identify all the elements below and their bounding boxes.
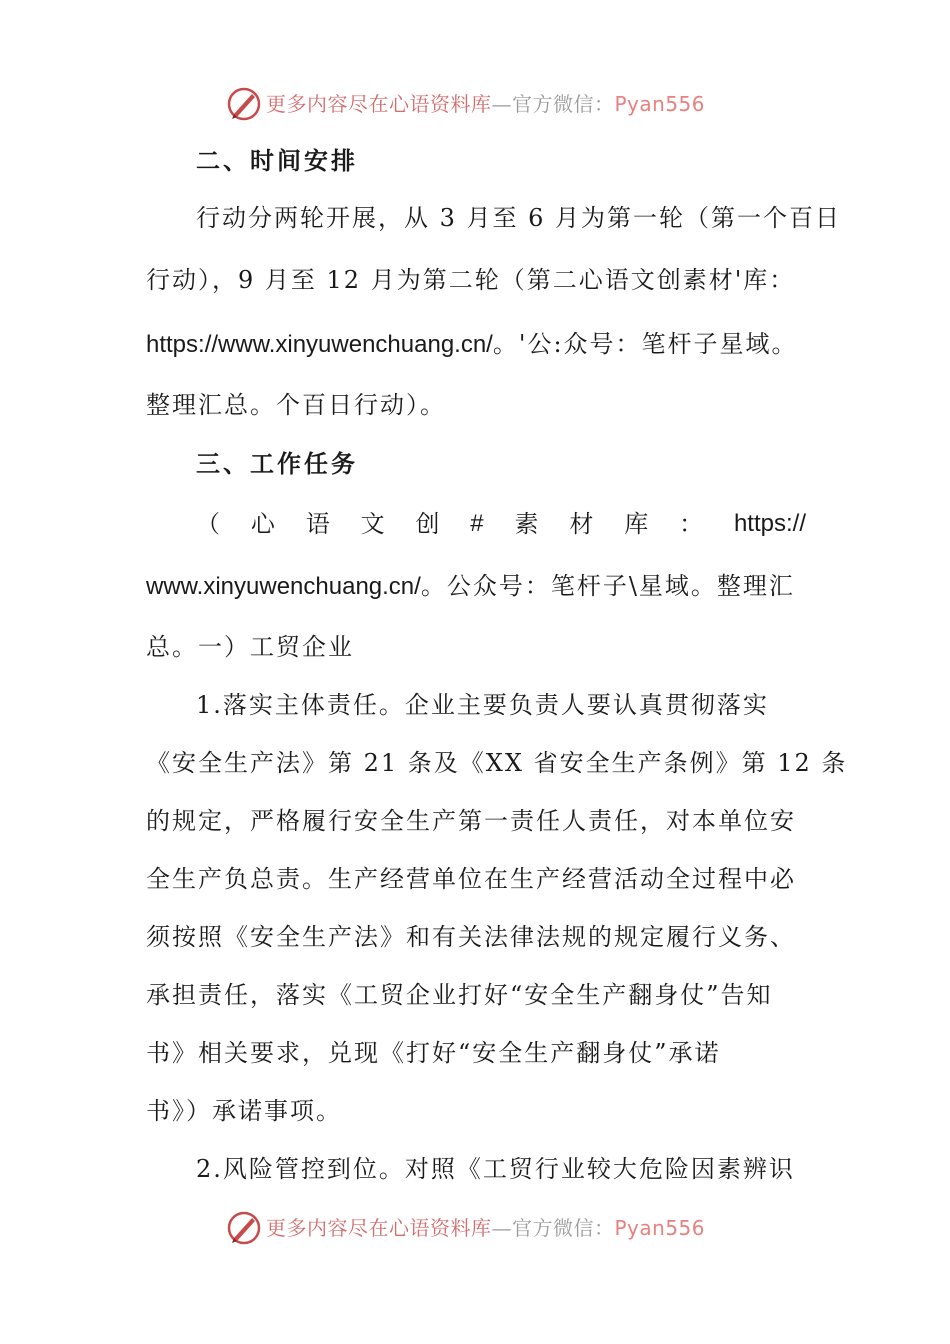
watermark-banner-top (0, 84, 950, 124)
watermark-part3: Pyan556 (614, 1216, 706, 1240)
pen-logo-icon (226, 86, 262, 122)
watermark-part3: Pyan556 (614, 92, 706, 116)
justified-line (196, 507, 806, 541)
paragraph-line: 1.落实主体责任。企业主要负责人要认真贯彻落实 (196, 691, 769, 719)
paragraph-line: 书》）承诺事项。 (146, 1097, 342, 1125)
paragraph-line: 承担责任，落实《工贸企业打好“安全生产翻身仗”告知 (146, 981, 773, 1009)
paragraph-text: 。公众号：笔杆子\星域。整理汇 (420, 572, 795, 600)
url-text: www.xinyuwenchuang.cn/ (146, 573, 421, 600)
paragraph-line: 行动），9 月至 12 月为第二轮（第二心语文创素材'库： (146, 266, 796, 294)
paragraph-line: 整理汇总。个百日行动）。 (146, 391, 446, 419)
watermark-part1: 更多内容尽在心语资料库 (266, 1216, 492, 1240)
paragraph-text: 。'公:众号：笔杆子星域。 (492, 330, 798, 358)
char: （ (196, 510, 220, 538)
char: 心 (250, 510, 275, 538)
char: # (470, 510, 484, 537)
url-text: https://www.xinyuwenchuang.cn/ (146, 331, 493, 358)
paragraph-line: 《安全生产法》第 21 条及《XX 省安全生产条例》第 12 条 (146, 749, 848, 777)
watermark-part1: 更多内容尽在心语资料库 (266, 92, 492, 116)
char: 库 (624, 510, 649, 538)
watermark-part2: —官方微信： (491, 1216, 615, 1240)
char: 文 (360, 510, 385, 538)
paragraph-line: 书》相关要求，兑现《打好“安全生产翻身仗”承诺 (146, 1039, 721, 1067)
paragraph-line (146, 327, 806, 362)
paragraph-line: 总。一）工贸企业 (146, 633, 354, 661)
pen-logo-icon (226, 1210, 262, 1246)
watermark-banner-bottom (0, 1208, 950, 1248)
char: ： (679, 510, 704, 538)
paragraph-line: 须按照《安全生产法》和有关法律法规的规定履行义务、 (146, 923, 796, 951)
char: 素 (514, 510, 539, 538)
watermark-text (266, 1214, 705, 1242)
paragraph-line: 行动分两轮开展，从 3 月至 6 月为第一轮（第一个百日 (196, 204, 842, 232)
section-heading-tasks: 三、工作任务 (196, 449, 358, 478)
char: 语 (305, 510, 330, 538)
paragraph-line (146, 569, 806, 604)
watermark-part2: —官方微信： (491, 92, 615, 116)
paragraph-line: 的规定，严格履行安全生产第一责任人责任，对本单位安 (146, 807, 796, 835)
paragraph-line: 2.风险管控到位。对照《工贸行业较大危险因素辨识 (196, 1155, 795, 1183)
char: 创 (415, 510, 440, 538)
char: 材 (569, 510, 594, 538)
watermark-text (266, 90, 705, 118)
section-heading-schedule: 二、时间安排 (196, 146, 358, 175)
paragraph-line: 全生产负总责。生产经营单位在生产经营活动全过程中必 (146, 865, 796, 893)
url-text: https:// (733, 510, 806, 537)
